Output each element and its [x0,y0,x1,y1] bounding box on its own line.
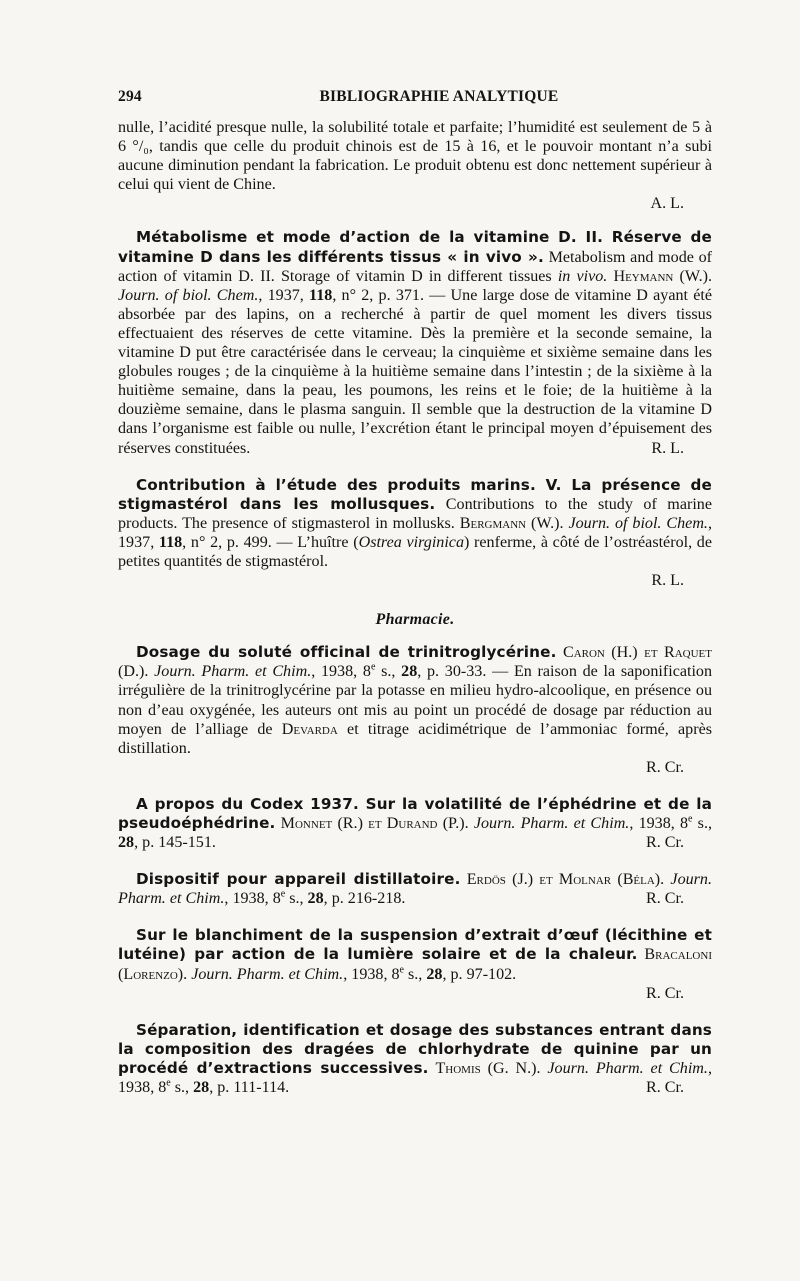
entry-title: Séparation, identification et dosage des substances entrant dans la composition des dragées de chlorhydrate de quinine par un procédé d’extractions successives. [118,1020,712,1077]
abstract-entry [118,1021,712,1097]
reference-series: s., [404,965,427,983]
reference-year: , 1938, 8 [118,1059,712,1097]
authors: Bracaloni (Lorenzo). [118,946,712,983]
ordinal-suffix: e [166,1077,171,1089]
reference-series: s., [170,1079,194,1097]
journal-name: Journ. Pharm. et Chim. [191,965,344,983]
abstract-entry [118,795,712,852]
reference-year: , 1938, 8 [343,965,400,983]
volume-number: 28 [118,834,135,852]
journal-name: Journ. Pharm. et Chim. [154,663,312,681]
entry-title: Métabolisme et mode d’action de la vitamine D. II. Réserve de vitamine D dans les différents tissus « in vivo ». [118,228,712,266]
abstract-entry [118,476,712,571]
authors: Caron (H.) et Raquet (D.). [118,644,712,681]
text-column [118,118,712,1097]
abstract-entry [118,926,712,983]
ordinal-suffix: e [688,813,693,825]
journal-name: Journ. Pharm. et Chim. [473,815,630,832]
reference-year: , 1937, [118,514,712,551]
reference-pages: , n° 2, p. 499. — [182,533,293,551]
signature: R. Cr. [645,834,684,852]
english-title-italic: in vivo. [557,267,608,285]
volume-number: 28 [307,890,324,908]
signature: A. L. [650,195,684,213]
abstract-body-continued: ) renferme, à côté de l’ostréastérol, de petites quantités de stigmastérol. [118,533,712,570]
continued-paragraph [118,118,712,194]
reference-pages: , n° 2, p. 371. — [332,286,446,304]
signature: R. Cr. [645,1079,684,1097]
signature: R. Cr. [645,984,684,1002]
reference-year: , 1938, 8 [629,815,689,832]
signature: R. Cr. [645,758,684,776]
reference-series: s., [375,663,402,681]
volume-number: 118 [158,533,183,551]
section-heading: Pharmacie. [375,611,455,629]
abstract-body: En raison de la saponification irrégulière de la trinitroglycérine par la potasse en milieu hydro-alcoolique, en présence ou non d’eau oxygénée, les auteurs ont mis au point un procédé de dosage par réduction au moyen de l’alliage de [118,663,713,738]
journal-name: Journ. of biol. Chem. [568,514,708,532]
volume-number: 28 [426,965,443,983]
journal-name: Journ. Pharm. et Chim. [118,871,712,908]
ordinal-suffix: e [370,661,376,673]
abstract-body: L’huître ( [297,533,359,551]
signature: R. Cr. [645,890,684,908]
author-name: Heymann [613,267,674,285]
alloy-name: Devarda [281,720,338,738]
ordinal-suffix: e [399,964,404,976]
reference-pages: , p. 97-102. [442,965,517,983]
volume-number: 118 [309,286,333,304]
author-initial: (W.). [679,267,712,285]
english-title: Metabolism and mode of action of vitamin D. II. Storage of vitamin D in different tissues [118,248,712,285]
reference-pages: , p. 216-218. [323,890,406,908]
author-name: Bergmann [459,514,527,532]
authors: Monnet (R.) et Durand (P.). [280,815,469,832]
reference-year: , 1938, 8 [311,663,371,681]
page-number: 294 [118,88,142,105]
reference-pages: , p. 145-151. [134,834,216,852]
ordinal-suffix: e [280,888,286,900]
continued-text: nulle, l’acidité presque nulle, la solubilité totale et parfaite; l’humidité est seulement de 5 à 6 °/₀, tandis que celle du produit chinois est de 15 à 16, et le pouvoir montant n’a subi aucune diminution pendant la fabrication. Le produit obtenu est donc nettement supérieur à celui qui vient de Chine. [118,119,712,194]
entry-title: A propos du Codex 1937. Sur la volatilité de l’éphédrine et de la pseudoéphédrine. [118,794,712,832]
authors: Erdös (J.) et Molnar (Béla). [466,871,665,889]
entry-title: Dosage du soluté officinal de trinitroglycérine. [136,643,557,662]
signature: R. L. [651,572,684,590]
abstract-entry [118,228,712,457]
reference-pages: , p. 30-33. — [417,663,509,681]
entry-title: Sur le blanchiment de la suspension d’extrait d’œuf (lécithine et lutéine) par action de la lumière solaire et de la chaleur. [118,926,712,964]
abstract-entry [118,643,712,758]
reference-year: , 1937, [258,286,310,304]
reference-series: s., [692,815,712,832]
author-initial: (W.). [531,514,564,532]
journal-name: Journ. of biol. Chem. [118,286,259,304]
reference-series: s., [285,890,308,908]
signature: R. L. [651,439,684,457]
species-name: Ostrea virginica [358,533,464,551]
abstract-body-continued: et titrage acidimétrique de l’ammoniac formé, après distillation. [118,720,712,757]
english-title: Contributions to the study of marine products. The presence of stigmasterol in mollusks. [118,495,712,532]
abstract-entry [118,870,712,908]
volume-number: 28 [193,1079,210,1097]
reference-pages: , p. 111-114. [209,1079,290,1097]
entry-title: Dispositif pour appareil distillatoire. [136,870,461,889]
journal-name: Journ. Pharm. et Chim. [547,1059,708,1077]
running-header [118,88,720,110]
reference-year: , 1938, 8 [224,890,281,908]
entry-title: Contribution à l’étude des produits marins. V. La présence de stigmastérol dans les mollusques. [118,475,712,513]
volume-number: 28 [401,663,418,681]
running-title: BIBLIOGRAPHIE ANALYTIQUE [319,88,559,105]
authors: Thomis (G. N.). [435,1059,541,1077]
abstract-body: Une large dose de vitamine D ayant été absorbée par des lapins, on a recherché à partir de quel moment les divers tissus effectuaient des réserves de cette vitamine. Dès la première et la seconde semaine, la vitamine D put être caractérisée dans le cerveau; la cinquième et sixième semaine dans les globules rouges ; de la cinquième à la huitième semaine dans l’intestin ; de la sixième à la huitième semaine, dans la peau, les poumons, les reins et le foie; de la huitième à la douzième semaine, dans le plasma sanguin. Il semble que la destruction de la vitamine D dans l’organisme est faible ou nulle, l’excrétion étant le principal moyen d’épuisement des réserves constituées. [118,286,712,457]
